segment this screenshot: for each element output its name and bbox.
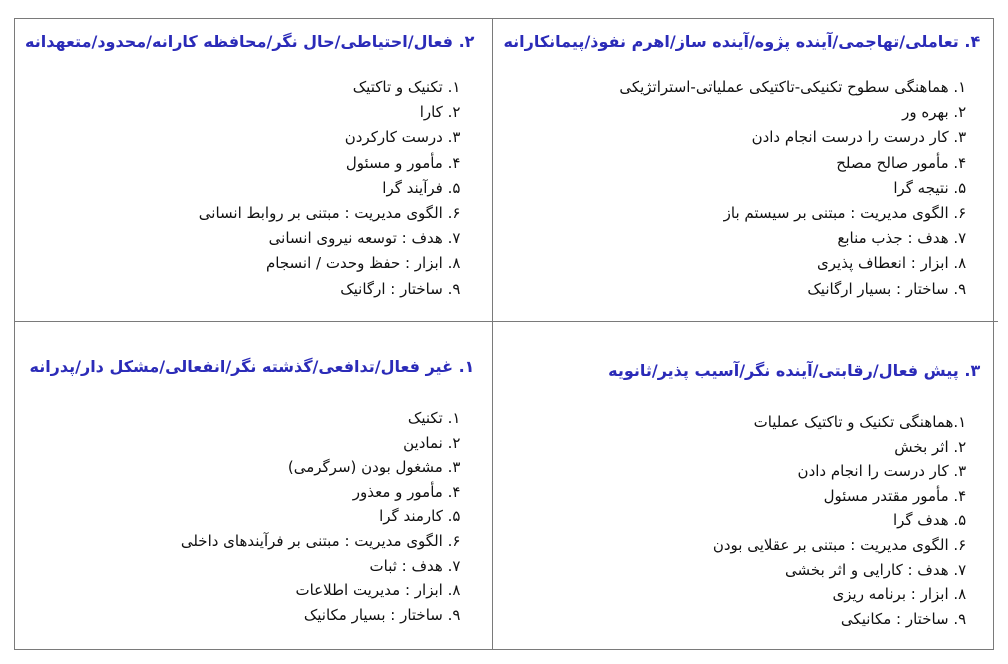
quadrant-4-list (503, 75, 980, 302)
quadrant-4-cell (492, 19, 998, 322)
list-item: ۹. ساختار : ارگانیک (340, 279, 461, 298)
list-item: ۵. هدف گرا (892, 511, 967, 530)
list-item: ۳. کار درست را درست انجام دادن (751, 128, 967, 147)
list-item: ۴. مأمور مقتدر مسئول (823, 486, 967, 505)
list-item: ۹. ساختار : بسیار ارگانیک (807, 279, 967, 298)
list-item: ۳. مشغول بودن (سرگرمی) (287, 458, 461, 477)
list-item: ۴. مأمور صالح مصلح (836, 153, 967, 172)
quadrant-2-list (25, 75, 474, 302)
list-item: ۷. هدف : ثبات (369, 556, 461, 575)
list-item: ۶. الگوی مدیریت : مبتنی بر روابط انسانی (198, 204, 461, 223)
quadrant-3-cell (492, 322, 998, 649)
list-item: ۵. فرآیند گرا (382, 178, 461, 197)
quadrant-table (14, 18, 994, 650)
list-item: ۶. الگوی مدیریت : مبتنی بر سیستم باز (723, 204, 967, 223)
list-item: ۳. کار درست را انجام دادن (797, 462, 967, 481)
list-item: ۲. نمادین (403, 433, 461, 452)
quadrant-1-title: ۱. غیر فعال/تدافعی/گذشته نگر/انفعالی/مشکل دار/پدرانه (29, 357, 475, 376)
quadrant-1-cell (15, 322, 492, 649)
list-item: ۱. تکنیک (407, 409, 461, 427)
list-item: ۵. نتیجه گرا (893, 178, 967, 197)
list-item: ۷. هدف : توسعه نیروی انسانی (268, 229, 461, 248)
list-item: ۸. ابزار : برنامه ریزی (832, 585, 967, 604)
quadrant-4-title: ۴. تعاملی/تهاجمی/آینده پژوه/آینده ساز/اهرم نفوذ/پیمانکارانه (503, 32, 981, 51)
quadrant-3-title: ۳. پیش فعال/رقابتی/آینده نگر/آسیب پذیر/ثانویه (608, 361, 981, 380)
list-item: ۲. کارا (419, 103, 461, 122)
list-item: ۶. الگوی مدیریت : مبتنی بر فرآیندهای داخلی (180, 531, 461, 550)
quadrant-1-list (25, 406, 474, 627)
list-item: ۷. هدف : کارایی و اثر بخشی (785, 560, 967, 579)
quadrant-3-list (503, 410, 980, 631)
list-item: ۶. الگوی مدیریت : مبتنی بر عقلایی بودن (712, 535, 967, 554)
list-item: ۴. مأمور و معذور (352, 482, 461, 501)
list-item: ۸. ابزار : انعطاف پذیری (817, 254, 967, 273)
list-item: ۲. بهره ور (902, 103, 967, 122)
quadrant-2-title: ۲. فعال/احتیاطی/حال نگر/محافظه کارانه/محدود/متعهدانه (25, 32, 475, 51)
list-item: ۱. تکنیک و تاکتیک (352, 78, 461, 96)
list-item: ۸. ابزار : مدیریت اطلاعات (295, 581, 461, 600)
list-item: ۹. ساختار : بسیار مکانیک (303, 605, 461, 624)
list-item: ۳. درست کارکردن (344, 128, 461, 147)
list-item: ۹. ساختار : مکانیکی (840, 609, 967, 628)
list-item: ۲. اثر بخش (894, 437, 967, 456)
list-item: ۱. هماهنگی سطوح تکنیکی-تاکتیکی عملیاتی-استراتژیکی (619, 78, 967, 96)
list-item: ۱.هماهنگی تکنیک و تاکتیک عملیات (753, 413, 967, 431)
list-item: ۸. ابزار : حفظ وحدت / انسجام (265, 254, 461, 273)
quadrant-2-cell (15, 19, 492, 322)
list-item: ۷. هدف : جذب منابع (837, 229, 967, 248)
list-item: ۴. مأمور و مسئول (345, 153, 461, 172)
list-item: ۵. کارمند گرا (379, 507, 461, 526)
